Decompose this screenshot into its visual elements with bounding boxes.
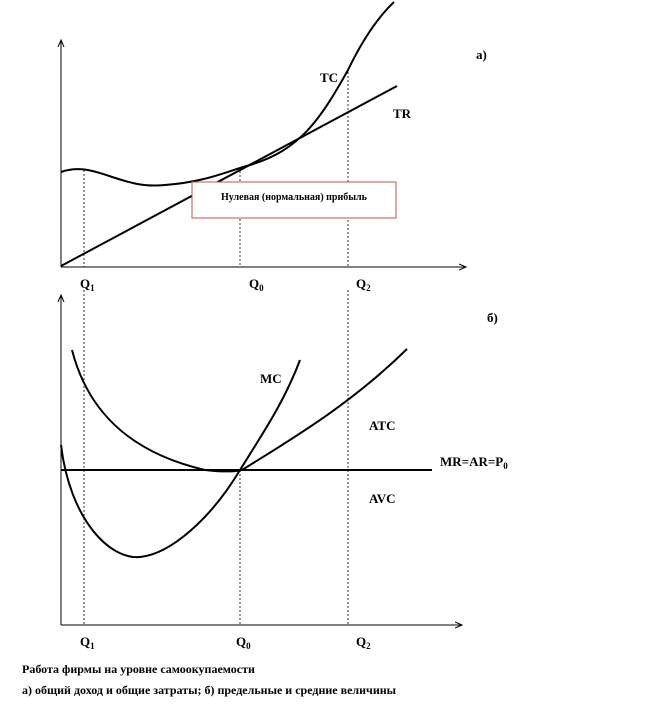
panel-a xyxy=(61,2,487,293)
panel-b-tick-q0: $Q_0$ xyxy=(236,634,251,651)
panel-b-tick-q2: $Q_2$ xyxy=(356,634,371,651)
panel-b-label: б) xyxy=(487,310,498,325)
caption-subtitle: а) общий доход и общие затраты; б) предельные и средние величины xyxy=(22,683,397,697)
atc-label: ATC xyxy=(369,418,396,433)
panel-b xyxy=(61,290,508,651)
panel-a-tick-q1: $Q_1$ xyxy=(80,276,95,293)
caption-title: Работа фирмы на уровне самоокупаемости xyxy=(22,662,255,676)
price-line-label: $MR=AR=P_0$ xyxy=(440,454,508,471)
tc-curve xyxy=(61,2,394,186)
tc-label: TC xyxy=(320,70,339,85)
atc-curve xyxy=(72,349,407,472)
panel-b-tick-q1: $Q_1$ xyxy=(80,634,95,651)
panel-a-tick-q2: $Q_2$ xyxy=(356,276,371,293)
mc-label: MC xyxy=(260,371,282,386)
mc-curve xyxy=(61,360,300,557)
tr-label: TR xyxy=(393,106,412,121)
panel-a-label: а) xyxy=(476,47,487,62)
panel-a-tick-q0: $Q_0$ xyxy=(249,276,264,293)
avc-label: AVC xyxy=(369,491,396,506)
normal-profit-label: Нулевая (нормальная) прибыль xyxy=(221,192,367,203)
